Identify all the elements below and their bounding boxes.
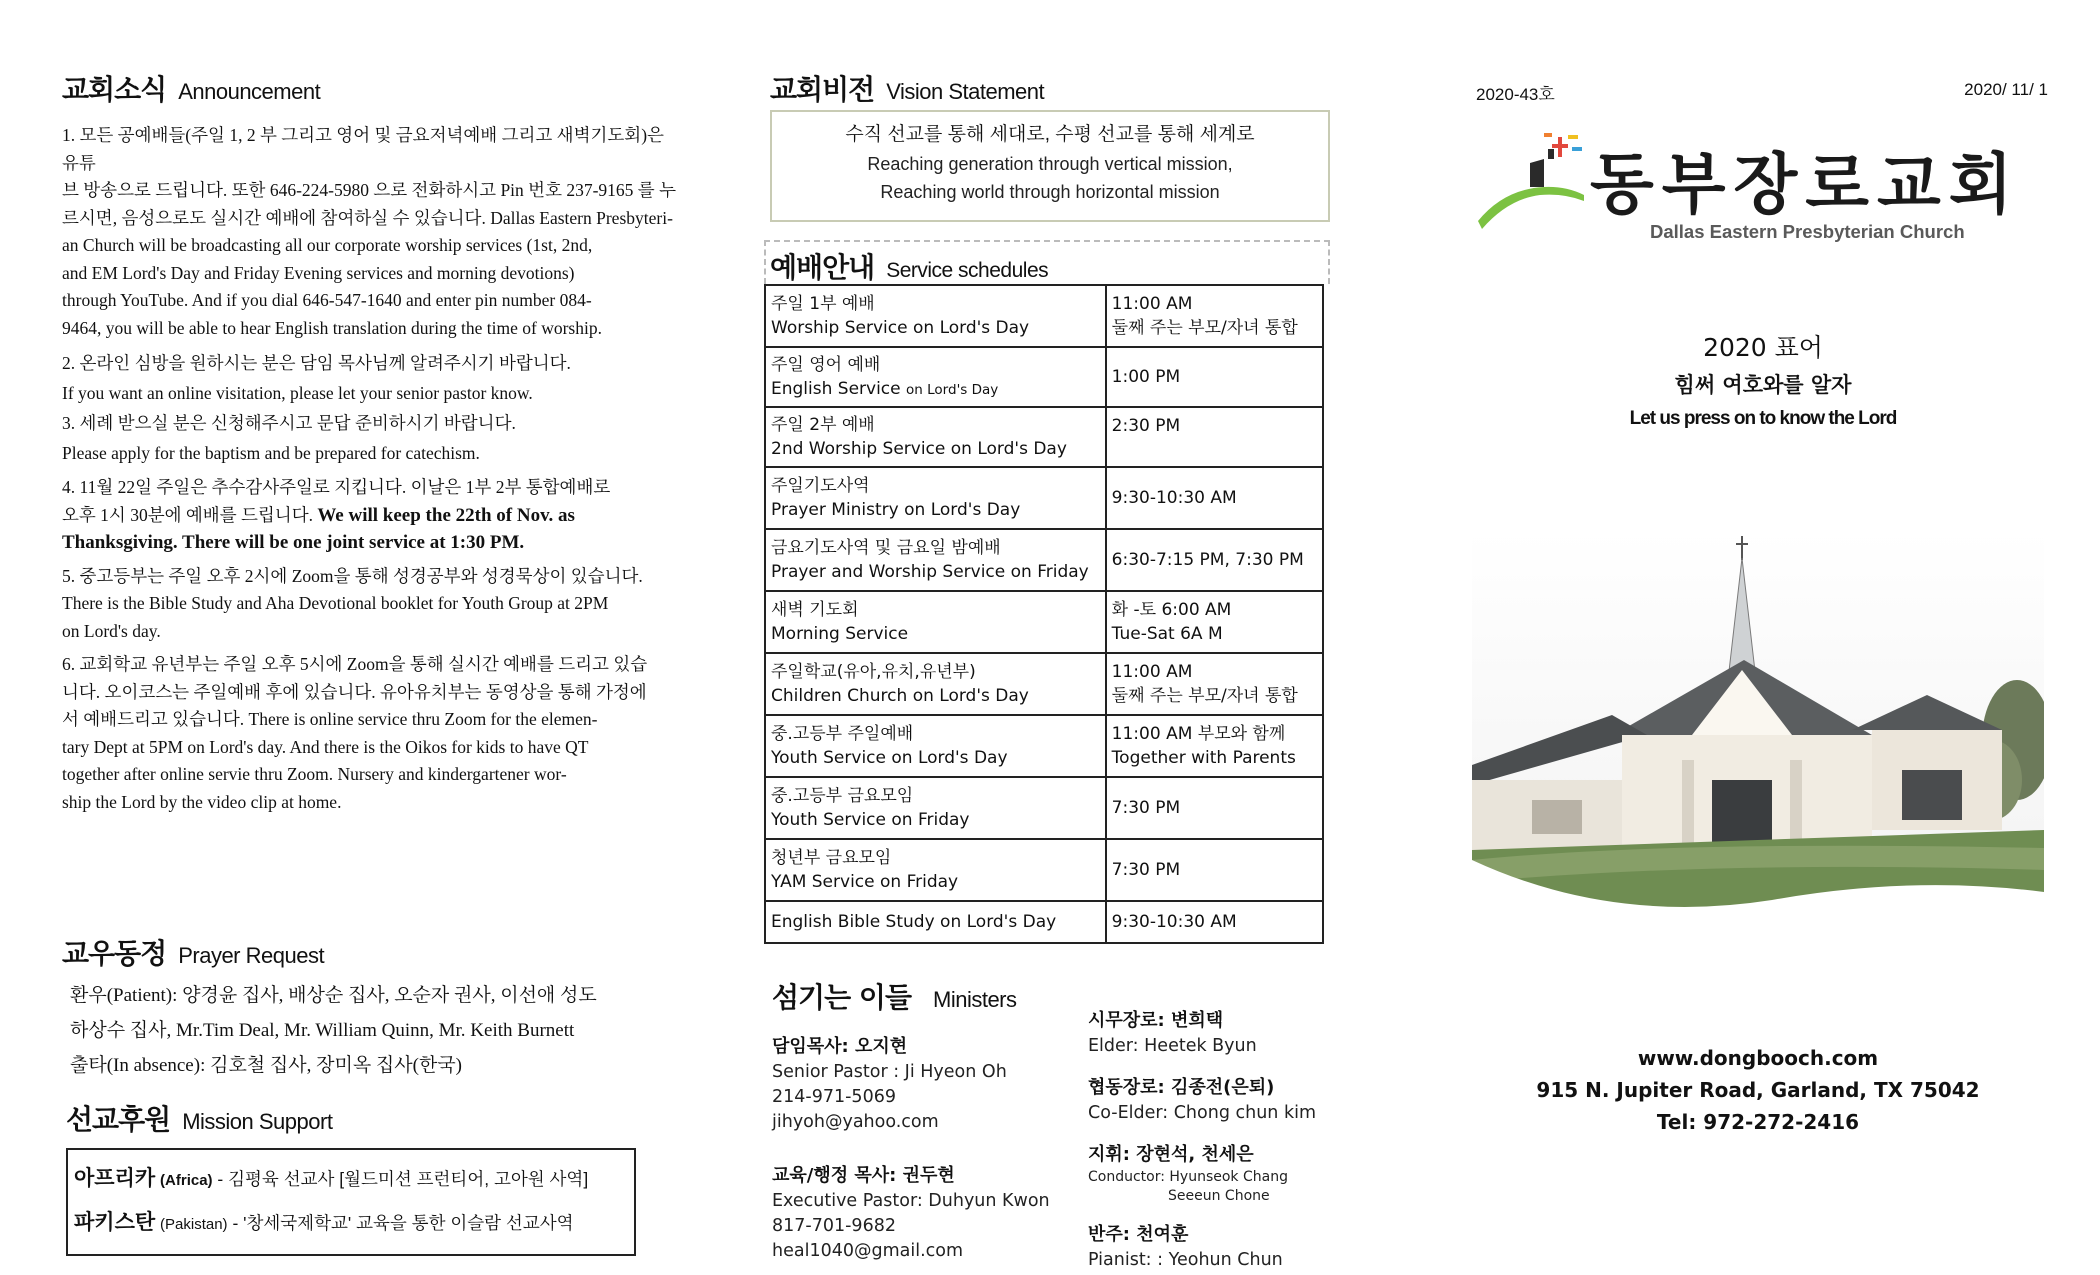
minister-role: 지휘: 장현석, 천세은 xyxy=(1088,1144,1254,1165)
service-name-cell xyxy=(765,407,1106,467)
church-address: 915 N. Jupiter Road, Garland, TX 75042 xyxy=(1536,1078,1980,1102)
announcement-line: 5. 중고등부는 주일 오후 2시에 Zoom을 통해 성경공부와 성경묵상이 있습니다. xyxy=(62,565,643,586)
service-time-cell xyxy=(1106,901,1323,943)
announcement-line: through YouTube. And if you dial 646-547-1640 and enter pin number 084- xyxy=(62,290,592,310)
ministers-left xyxy=(772,1034,1072,1264)
announcement-line: 4. 11월 22일 주일은 추수감사주일로 지킵니다. 이날은 1부 2부 통합예배로 xyxy=(62,477,611,497)
minister-title: Seeeun Chone xyxy=(1168,1188,1270,1204)
service-name-ko: 금요기도사역 및 금요일 밤예배 xyxy=(771,538,1001,558)
service-name-cell xyxy=(765,901,1106,943)
service-name-en: Children Church on Lord's Day xyxy=(771,686,1029,706)
minister-role: 반주: 천여훈 xyxy=(1088,1224,1189,1245)
service-time: 11:00 AM 부모와 함께 xyxy=(1111,724,1286,744)
announcement-line: 2. 온라인 심방을 원하시는 분은 담임 목사님께 알려주시기 바랍니다. xyxy=(62,353,571,373)
service-name-ko: 중.고등부 금요모임 xyxy=(771,786,914,806)
service-time: 11:00 AM xyxy=(1111,662,1193,682)
announcement-item xyxy=(62,122,680,342)
prayer-heading-ko: 교우동정 xyxy=(62,937,167,970)
announcement-line: 3. 세례 받으실 분은 신청해주시고 문답 준비하시기 바랍니다. xyxy=(62,413,516,433)
vision-heading xyxy=(770,68,1330,108)
announcement-line: If you want an online visitation, please let your senior pastor know. xyxy=(62,383,533,403)
prayer-line: 하상수 집사, Mr.Tim Deal, Mr. William Quinn, Mr. Keith Burnett xyxy=(70,1020,575,1041)
table-row xyxy=(765,591,1323,653)
service-time: 7:30 PM xyxy=(1111,798,1181,818)
mission-country-en: (Africa) xyxy=(160,1172,213,1189)
schedule-heading xyxy=(764,240,1330,284)
motto-en: Let us press on to know the Lord xyxy=(1629,408,1897,429)
cover-section xyxy=(1472,80,2054,435)
service-time-cell xyxy=(1106,777,1323,839)
announcement-line: together after online servie thru Zoom. Nursery and kindergartener wor- xyxy=(62,764,567,784)
announcement-item xyxy=(62,474,680,557)
schedule-section xyxy=(764,240,1330,944)
vision-box xyxy=(770,110,1330,222)
minister-phone: 214-971-5069 xyxy=(772,1087,896,1107)
spacer xyxy=(1088,1206,1348,1222)
minister-phone: 817-701-9682 xyxy=(772,1216,896,1236)
vision-statement-en: Reaching generation through vertical mission, xyxy=(867,154,1233,174)
service-name-ko: 주일학교(유아,유치,유년부) xyxy=(771,662,976,682)
church-name-en: Dallas Eastern Presbyterian Church xyxy=(1650,221,1965,242)
mission-heading xyxy=(66,1098,686,1138)
service-time: 9:30-10:30 AM xyxy=(1111,912,1237,932)
announcement-line: on Lord's day. xyxy=(62,620,161,641)
mission-country: 파키스탄 xyxy=(74,1211,156,1234)
minister-title: Pianist: : Yeohun Chun xyxy=(1088,1250,1283,1270)
service-name-ko: 새벽 기도회 xyxy=(771,600,859,620)
minister-title: Senior Pastor : Ji Hyeon Oh xyxy=(772,1062,1007,1082)
service-name-ko: 중.고등부 주일예배 xyxy=(771,724,914,744)
schedule-table xyxy=(764,284,1324,944)
service-name-cell xyxy=(765,591,1106,653)
announcement-line: 서 예배드리고 있습니다. There is online service thru Zoom for the elemen- xyxy=(62,709,598,729)
minister-title: Conductor: Hyunseok Chang xyxy=(1088,1169,1288,1185)
service-name-en: Youth Service on Friday xyxy=(771,810,970,830)
announcement-line: and EM Lord's Day and Friday Evening services and morning devotions) xyxy=(62,262,575,283)
announcement-heading xyxy=(62,68,682,108)
service-time-cell xyxy=(1106,467,1323,529)
announcement-section xyxy=(62,68,682,821)
service-name-cell xyxy=(765,467,1106,529)
motto-year: 2020 표어 xyxy=(1703,333,1823,362)
prayer-line: 환우(Patient): 양경윤 집사, 배상순 집사, 오순자 권사, 이선애 성도 xyxy=(70,985,597,1006)
ministers-heading-en: Ministers xyxy=(933,987,1017,1012)
church-phone: Tel: 972-272-2416 xyxy=(1656,1110,1860,1134)
vision-heading-en: Vision Statement xyxy=(886,79,1045,104)
announcement-line: ship the Lord by the video clip at home. xyxy=(62,791,342,812)
service-name-en: Morning Service xyxy=(771,624,909,644)
table-row xyxy=(765,529,1323,591)
mission-box xyxy=(66,1148,636,1256)
service-name-en: English Bible Study on Lord's Day xyxy=(771,912,1057,932)
schedule-heading-en: Service schedules xyxy=(886,259,1049,282)
church-building-photo xyxy=(1472,530,2044,920)
issue-date: 2020/ 11/ 1 xyxy=(1964,80,2048,99)
prayer-heading-en: Prayer Request xyxy=(178,943,325,968)
mission-row xyxy=(74,1158,628,1202)
service-time: 11:00 AM xyxy=(1111,294,1193,314)
vision-section xyxy=(770,68,1330,222)
prayer-section xyxy=(62,932,682,1083)
table-row xyxy=(765,839,1323,901)
minister-role: 시무장로: 변희택 xyxy=(1088,1010,1224,1031)
service-time: 9:30-10:30 AM xyxy=(1111,488,1237,508)
announcement-line: 니다. 오이코스는 주일예배 후에 있습니다. 유아유치부는 동영상을 통해 가정에 xyxy=(62,681,647,702)
mission-heading-ko: 선교후원 xyxy=(66,1103,171,1136)
service-name-en: English Service xyxy=(771,378,901,399)
vision-statement-ko: 수직 선교를 통해 세대로, 수평 선교를 통해 세계로 xyxy=(845,124,1255,145)
service-time-cell xyxy=(1106,407,1323,467)
service-name-cell xyxy=(765,715,1106,777)
spacer xyxy=(772,1135,1072,1163)
service-note: Together with Parents xyxy=(1111,748,1296,768)
service-name-cell xyxy=(765,777,1106,839)
announcement-line: 1. 모든 공예배들(주일 1, 2 부 그리고 영어 및 금요저녁예배 그리고 새벽기도회)은 유튜 xyxy=(62,125,664,173)
announcement-line: 르시면, 음성으로도 실시간 예배에 참여하실 수 있습니다. Dallas Eastern Presbyteri- xyxy=(62,207,673,228)
announcement-item xyxy=(62,651,680,816)
service-time-cell xyxy=(1106,285,1323,347)
issue-number: 2020-43호 xyxy=(1476,85,1555,104)
prayer-line: 출타(In absence): 김호철 집사, 장미옥 집사(한국) xyxy=(70,1055,462,1076)
announcement-bold-text: We will keep the 22th of Nov. as xyxy=(317,504,575,526)
service-time-cell xyxy=(1106,653,1323,715)
service-name-cell xyxy=(765,839,1106,901)
contact-block xyxy=(1472,1042,2044,1138)
mission-country: 아프리카 xyxy=(74,1167,156,1190)
table-row xyxy=(765,347,1323,407)
service-name-en: Worship Service on Lord's Day xyxy=(771,318,1030,338)
mission-detail: - '창세국제학교' 교육을 통한 이슬람 선교사역 xyxy=(232,1213,574,1233)
church-name-ko: 동부장로교회 xyxy=(1590,146,2021,223)
service-name-en: Prayer Ministry on Lord's Day xyxy=(771,500,1021,520)
mission-country-en: (Pakistan) xyxy=(160,1216,228,1233)
mission-detail: - 김평육 선교사 [월드미션 프런티어, 고아원 사역] xyxy=(217,1169,589,1189)
service-name-cell xyxy=(765,347,1106,407)
mission-heading-en: Mission Support xyxy=(182,1109,333,1134)
announcement-line: 9464, you will be able to hear English translation during the time of worship. xyxy=(62,317,602,338)
service-name-en-row xyxy=(771,377,1100,402)
announcement-text: 오후 1시 30분에 예배를 드립니다. xyxy=(62,504,313,525)
minister-role: 협동장로: 김종전(은퇴) xyxy=(1088,1077,1275,1098)
ministers-heading-ko: 섬기는 이들 xyxy=(772,981,911,1014)
mission-section xyxy=(66,1098,686,1256)
website-link[interactable]: www.dongbooch.com xyxy=(1637,1046,1879,1070)
vision-statement-en: Reaching world through horizontal mission xyxy=(880,182,1220,202)
issue-row xyxy=(1472,80,2054,105)
service-time: 6:30-7:15 PM, 7:30 PM xyxy=(1111,550,1304,570)
minister-role: 담임목사: 오지현 xyxy=(772,1036,908,1057)
announcement-line: 6. 교회학교 유년부는 주일 오후 5시에 Zoom을 통해 실시간 예배를 드리고 있습 xyxy=(62,654,648,674)
motto-block xyxy=(1472,329,2054,435)
schedule-heading-row xyxy=(770,246,1322,286)
service-name-en: 2nd Worship Service on Lord's Day xyxy=(771,439,1067,459)
service-note: 둘째 주는 부모/자녀 통합 xyxy=(1111,686,1298,706)
church-logo-icon xyxy=(1474,129,1594,249)
prayer-heading xyxy=(62,932,682,972)
service-time-cell xyxy=(1106,591,1323,653)
announcement-bold-text: Thanksgiving. There will be one joint service at 1:30 PM. xyxy=(62,532,525,553)
service-name-cell xyxy=(765,285,1106,347)
announcement-item xyxy=(62,348,680,468)
service-time: 1:00 PM xyxy=(1111,367,1181,387)
minister-email: jihyoh@yahoo.com xyxy=(772,1112,939,1132)
vision-heading-ko: 교회비전 xyxy=(770,73,875,106)
announcement-line: 브 방송으로 드립니다. 또한 646-224-5980 으로 전화하시고 Pin 번호 237-9165 를 누 xyxy=(62,180,676,200)
schedule-heading-ko: 예배안내 xyxy=(770,251,875,284)
service-name-ko: 주일 영어 예배 xyxy=(771,354,881,375)
ministers-section xyxy=(772,976,1332,1270)
spacer xyxy=(1088,1126,1348,1142)
minister-title: Elder: Heetek Byun xyxy=(1088,1036,1257,1056)
service-name-ko: 청년부 금요모임 xyxy=(771,848,892,868)
minister-email: heal1040@gmail.com xyxy=(772,1241,964,1261)
service-time-cell xyxy=(1106,347,1323,407)
announcement-heading-en: Announcement xyxy=(178,79,321,104)
service-name-cell xyxy=(765,653,1106,715)
minister-title: Co-Elder: Chong chun kim xyxy=(1088,1103,1316,1123)
table-row xyxy=(765,653,1323,715)
announcement-heading-ko: 교회소식 xyxy=(62,73,167,106)
service-time: 7:30 PM xyxy=(1111,860,1181,880)
service-time: 화 -토 6:00 AM xyxy=(1111,600,1232,620)
service-note: Tue-Sat 6A M xyxy=(1111,624,1223,644)
ministers-right xyxy=(1088,1008,1348,1273)
table-row xyxy=(765,467,1323,529)
service-name-en: YAM Service on Friday xyxy=(771,872,959,892)
service-name-en: Youth Service on Lord's Day xyxy=(771,748,1008,768)
spacer xyxy=(1088,1059,1348,1075)
service-name-ko: 주일 2부 예배 xyxy=(771,415,875,435)
announcement-line xyxy=(62,502,680,530)
service-time-cell xyxy=(1106,715,1323,777)
announcement-item xyxy=(62,563,680,646)
service-name-en-small: on Lord's Day xyxy=(906,381,999,398)
announcement-line: an Church will be broadcasting all our corporate worship services (1st, 2nd, xyxy=(62,235,593,255)
table-row xyxy=(765,777,1323,839)
service-name-en: Prayer and Worship Service on Friday xyxy=(771,562,1089,582)
prayer-list xyxy=(62,978,682,1083)
mission-row xyxy=(74,1202,628,1246)
service-name-ko: 주일 1부 예배 xyxy=(771,294,875,314)
announcement-line: Please apply for the baptism and be prepared for catechism. xyxy=(62,443,480,463)
minister-role: 교육/행정 목사: 권두현 xyxy=(772,1165,955,1186)
motto-ko: 힘써 여호와를 알자 xyxy=(1674,373,1852,397)
service-name-cell xyxy=(765,529,1106,591)
table-row xyxy=(765,715,1323,777)
service-time-cell xyxy=(1106,839,1323,901)
announcement-line: tary Dept at 5PM on Lord's day. And there is the Oikos for kids to have QT xyxy=(62,736,589,757)
service-time: 2:30 PM xyxy=(1111,416,1181,436)
table-row xyxy=(765,285,1323,347)
service-time-cell xyxy=(1106,529,1323,591)
service-note: 둘째 주는 부모/자녀 통합 xyxy=(1111,318,1298,338)
table-row xyxy=(765,901,1323,943)
table-row xyxy=(765,407,1323,467)
announcement-line: There is the Bible Study and Aha Devotional booklet for Youth Group at 2PM xyxy=(62,593,609,613)
announcement-list xyxy=(62,122,680,816)
minister-title: Executive Pastor: Duhyun Kwon xyxy=(772,1191,1050,1211)
service-name-ko: 주일기도사역 xyxy=(771,476,870,496)
church-logo xyxy=(1472,129,2054,259)
